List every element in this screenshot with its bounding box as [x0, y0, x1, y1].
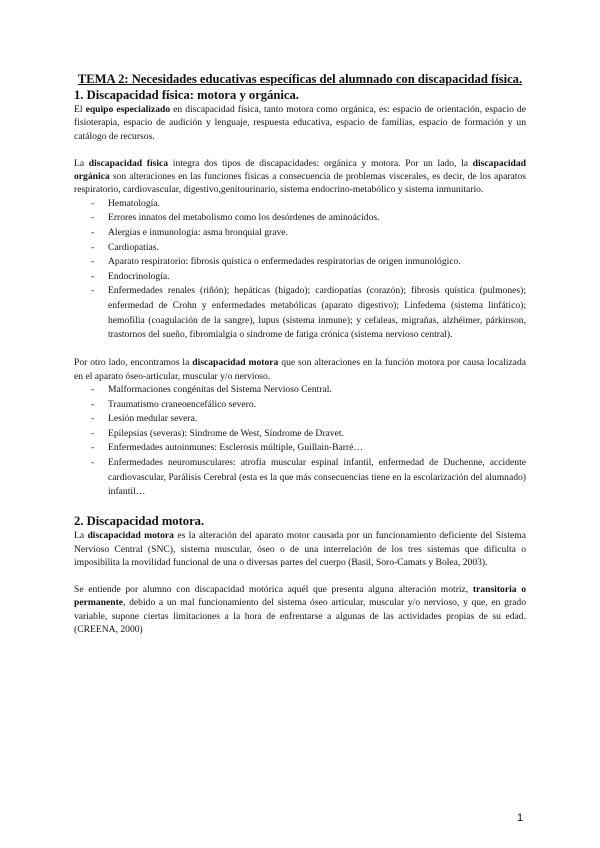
- section-2-heading: 2. Discapacidad motora.: [74, 514, 205, 529]
- section-2-paragraph-1: La discapacidad motora es la alteración del aparato motor causada por un funcionamiento deficiente del Sistema Nervioso Central (SNC), sistema muscular, óseo o de una interrelación de los tres sistemas que dificulta o imposibilita la movilidad funcional de una o diversas partes del cuerpo (Basil, Soro-Camats y Bolea, 2003).: [74, 530, 526, 568]
- bold-term: discapacidad motora: [192, 357, 279, 369]
- motor-disability-list: [74, 383, 526, 500]
- bold-term: discapacidad física: [88, 157, 169, 169]
- list-item: - Errores innatos del metabolismo como los desórdenes de aminoácidos.: [74, 211, 526, 226]
- bold-term: transitoria o permanente: [74, 583, 526, 609]
- list-item: - Lesión medular severa.: [74, 412, 526, 427]
- list-item: - Enfermedades neuromusculares: atrofia muscular espinal infantil, enfermedad de Duchenne, accidente cardiovascular, Parálisis Cerebral (esta es la que más consecuencias tiene en la escolarización del alumnado) infantil…: [74, 456, 526, 500]
- list-item: - Enfermedades autoinmunes: Esclerosis múltiple, Guillain-Barré…: [74, 441, 526, 456]
- list-item: - Traumatismo craneoencefálico severo.: [74, 398, 526, 413]
- bold-term: discapacidad motora: [87, 530, 174, 542]
- list-item: - Endocrinología.: [74, 270, 526, 285]
- section-1-paragraph-3: Por otro lado, encontramos la discapacidad motora que son alteraciones en la función motora por causa localizada en el aparato óseo-articular, muscular y/o nervioso.: [74, 357, 526, 382]
- list-item: - Epilepsias (severas): Síndrome de West, Síndrome de Dravet.: [74, 427, 526, 442]
- section-1-heading: 1. Discapacidad física: motora y orgánica.: [74, 88, 299, 102]
- list-item: - Cardiopatías.: [74, 241, 526, 256]
- list-item: - Aparato respiratorio: fibrosis quística o enfermedades respiratorias de origen inmunológico.: [74, 255, 526, 270]
- document-page: [74, 72, 526, 636]
- document-title: TEMA 2: Necesidades educativas específicas del alumnado con discapacidad física.: [77, 72, 523, 86]
- list-item: - Alergias e inmunología: asma bronquial grave.: [74, 226, 526, 241]
- bold-term: discapacidad orgánica: [74, 157, 526, 183]
- list-item: - Hematología.: [74, 197, 526, 212]
- bold-term: equipo especializado: [85, 104, 171, 115]
- section-1-paragraph-1: El equipo especializado en discapacidad física, tanto motora como orgánica, es: espacio de orientación, espacio de fisioterapia, espacio de audición y lenguaje, respuesta educativa, espacio de familias, espacio de formación y un catálogo de recursos.: [74, 104, 526, 142]
- list-item: - Malformaciones congénitas del Sistema Nervioso Central.: [74, 383, 526, 398]
- section-2-paragraph-2: Se entiende por alumno con discapacidad motórica aquél que presenta alguna alteración motriz, transitoria o permanente, debido a un mal funcionamiento del sistema óseo articular, muscular y/o nervioso, y que, en grado variable, supone ciertas limitaciones a la hora de enfrentarse a algunas de las actividades propias de su edad. (CREENA, 2000): [74, 583, 526, 635]
- organic-disability-list: [74, 197, 526, 343]
- page-number: 1: [517, 812, 524, 824]
- list-item: - Enfermedades renales (riñón); hepáticas (hígado); cardiopatías (corazón); fibrosis quística (pulmones); enfermedad de Crohn y enfermedades metabólicas (aparato digestivo); Linfedema (sistema linfático); hemofilia (coagulación de la sangre), lupus (sistema inmune); y cefaleas, migrañas, alzhéimer, párkinson, trastornos del sueño, fibromialgia o síndrome de fatiga crónica (sistema nervioso central).: [74, 284, 526, 342]
- section-1-paragraph-2: La discapacidad física integra dos tipos de discapacidades: orgánica y motora. Por un lado, la discapacidad orgánica son alteraciones en las funciones físicas a consecuencia de problemas viscerales, es decir, de los aparatos respiratorio, cardiovascular, digestivo,genitourinario, sistema endocrino-metabólico y sistema inmunitario.: [74, 157, 526, 196]
